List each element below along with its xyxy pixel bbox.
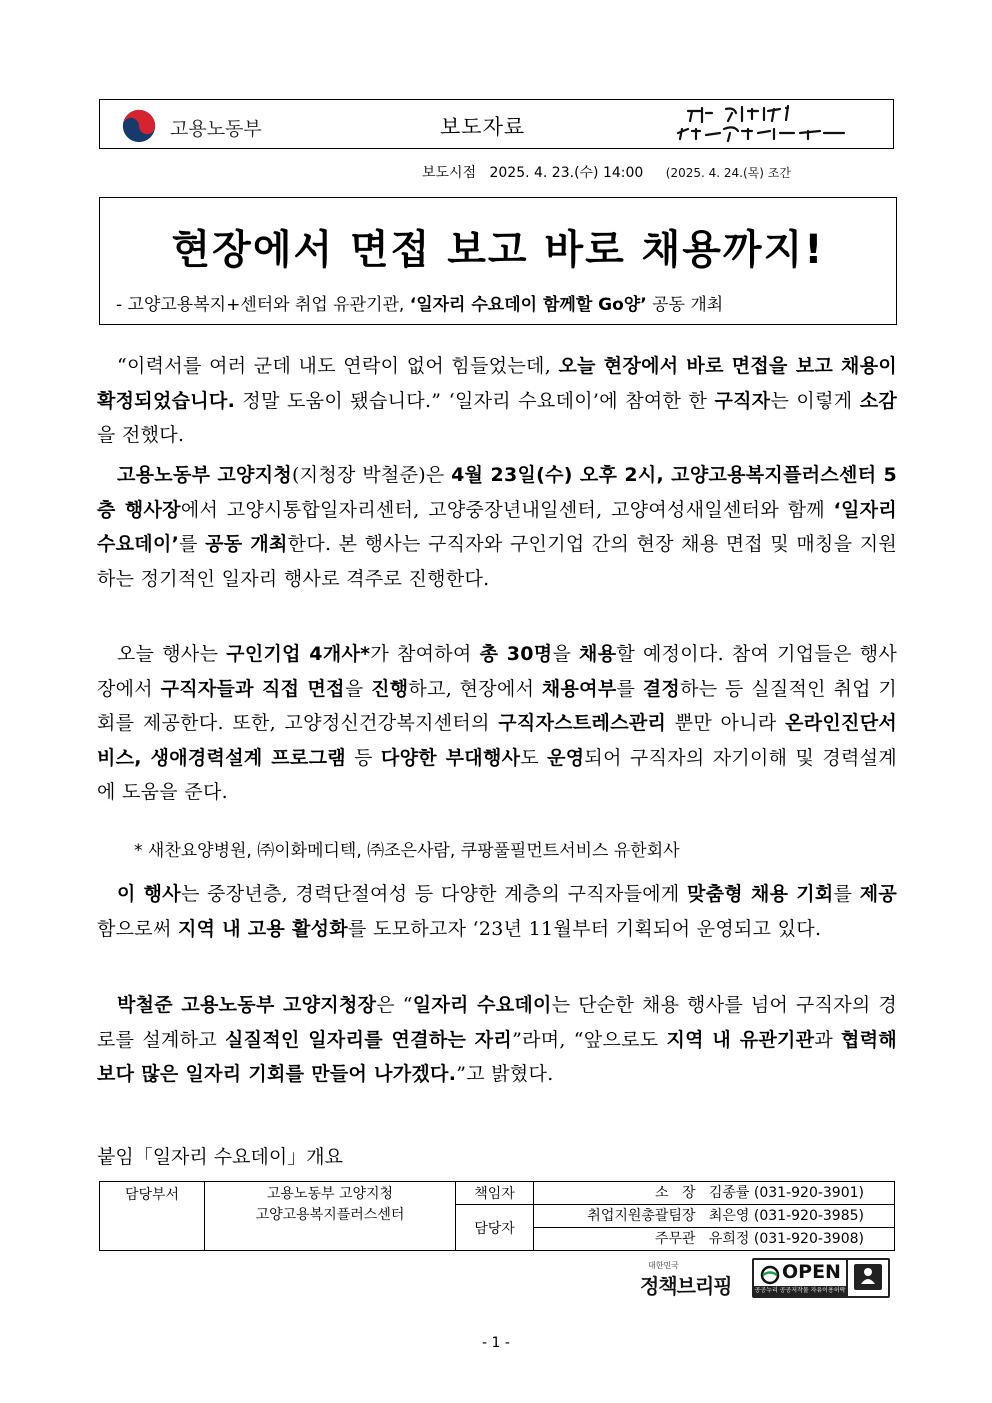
emphasized-text: 실질적인 일자리를 연결하는 자리 bbox=[225, 1028, 513, 1051]
dept-name bbox=[205, 1182, 456, 1251]
table-row bbox=[100, 1182, 895, 1205]
text-segment: ”라며, “앞으로도 bbox=[512, 1028, 667, 1051]
emphasized-text: 오늘 현장에서 바로 면접을 보고 채용이 확정되었습니다. bbox=[97, 355, 897, 412]
emphasized-text: 채용여부 bbox=[541, 677, 617, 700]
open-label: OPEN bbox=[782, 1261, 841, 1283]
text-segment: 과 bbox=[814, 1028, 842, 1051]
dept-line1: 고용노동부 고양지청 bbox=[266, 1186, 394, 1202]
emphasized-text: 온라인진단서비스, 생애경력설계 프로그램 bbox=[97, 712, 898, 769]
contact-name: 최은영 bbox=[708, 1208, 750, 1224]
ministry-name: 고용노동부 bbox=[170, 118, 262, 140]
handwritten-slogan-icon bbox=[668, 103, 858, 145]
paragraph-director-quote bbox=[97, 988, 897, 1092]
title-box bbox=[99, 197, 897, 325]
text-segment: 정말 도움이 됐습니다.” ‘일자리 수요데이’에 참여한 한 bbox=[235, 389, 715, 412]
contact-title: 소 장 bbox=[655, 1185, 696, 1201]
open-circle-icon bbox=[760, 1265, 780, 1285]
contacts-table bbox=[99, 1181, 895, 1251]
contact-phone: (031-920-3985) bbox=[753, 1208, 864, 1224]
dept-line2: 고양고용복지플러스센터 bbox=[255, 1207, 405, 1223]
emphasized-text: 진행 bbox=[371, 677, 409, 700]
footnote-companies: * 새찬요양병원, ㈜이화메디텍, ㈜조은사람, 쿠팡풀필먼트서비스 유한회사 bbox=[134, 841, 680, 861]
text-segment: 할 예정이다. 참여 기업들은 행사장에서 bbox=[97, 643, 897, 700]
staff-label: 담당자 bbox=[456, 1205, 534, 1251]
ministry-taegeuk-logo-icon bbox=[120, 107, 158, 145]
release-time bbox=[422, 162, 791, 182]
text-segment: 되어 구직자의 자기이해 및 경력설계에 도움을 준다. bbox=[97, 746, 897, 803]
emphasized-text: 제공 bbox=[859, 883, 897, 905]
briefing-country: 대한민국 bbox=[648, 1261, 679, 1270]
text-segment: 을 bbox=[552, 643, 580, 665]
contact-title: 취업지원총괄팀장 bbox=[587, 1208, 696, 1224]
emphasized-text: 다양한 부대행사 bbox=[380, 746, 521, 769]
text-segment: (지청장 박철준)은 bbox=[292, 464, 452, 486]
emphasized-text: 총 30명 bbox=[479, 643, 553, 665]
emphasized-text: 구직자들과 직접 면접 bbox=[160, 677, 345, 700]
paragraph-purpose bbox=[97, 877, 897, 946]
emphasized-text: 지역 내 고용 활성화 bbox=[177, 917, 348, 940]
text-segment: 를 bbox=[616, 677, 643, 700]
release-datetime: 2025. 4. 23.(수) 14:00 bbox=[489, 165, 644, 181]
text-segment: 도 bbox=[520, 746, 548, 769]
embargo-note: (2025. 4. 24.(목) 조간 bbox=[665, 166, 791, 180]
text-segment: 하고, 현장에서 bbox=[408, 677, 542, 700]
contact-phone: (031-920-3901) bbox=[753, 1185, 864, 1201]
page-number: - 1 - bbox=[482, 1335, 510, 1351]
press-release-header bbox=[99, 99, 894, 149]
emphasized-text: 협력해 보다 많은 일자리 기회를 만들어 나가겠다. bbox=[97, 1028, 898, 1085]
text-segment: 하는 등 실질적인 취업 기회를 제공한다. 또한, 고양정신건강복지센터의 bbox=[97, 677, 898, 734]
emphasized-text: 이 행사 bbox=[117, 883, 181, 905]
paragraph-event-details bbox=[97, 637, 897, 810]
subheadline-suffix: 공동 개최 bbox=[646, 295, 724, 315]
release-label: 보도시점 bbox=[422, 165, 477, 181]
text-segment: 함으로써 bbox=[97, 917, 178, 940]
contact-name: 유희정 bbox=[708, 1231, 750, 1247]
text-segment: 를 bbox=[833, 883, 860, 905]
emphasized-text: 구직자스트레스관리 bbox=[498, 712, 667, 734]
open-subtitle: 공공누리 공공저작물 자유이용허락 bbox=[754, 1287, 846, 1294]
text-segment: ”고 밝혔다. bbox=[456, 1063, 554, 1085]
emphasized-text: 맞춤형 채용 기회 bbox=[687, 883, 834, 905]
emphasized-text: 고용노동부 고양지청 bbox=[117, 464, 293, 486]
attachment-note: 붙임「일자리 수요데이」개요 bbox=[97, 1146, 343, 1168]
emphasized-text: ‘일자리 수요데이’ bbox=[97, 498, 897, 555]
text-segment: “이력서를 여러 군데 내도 연락이 없어 힘들었는데, bbox=[117, 355, 559, 377]
text-segment: 에서 고양시통합일자리센터, 고양중장년내일센터, 고양여성새일센터와 함께 bbox=[180, 498, 834, 521]
emphasized-text: 4월 23일(수) 오후 2시, 고양고용복지플러스센터 5층 행사장 bbox=[97, 464, 898, 521]
text-segment: 가 참여하여 bbox=[370, 643, 480, 665]
contact-person bbox=[534, 1205, 895, 1228]
contact-title: 주무관 bbox=[654, 1231, 696, 1247]
text-segment: 은 “ bbox=[376, 994, 413, 1016]
text-segment: 를 도모하고자 ‘23년 11월부터 기획되어 운영되고 있다. bbox=[347, 917, 822, 940]
text-segment: 를 bbox=[179, 533, 206, 555]
emphasized-text: 채용 bbox=[579, 643, 617, 665]
attribution-person-icon bbox=[854, 1264, 882, 1290]
emphasized-text: 일자리 수요데이 bbox=[412, 994, 552, 1016]
emphasized-text: 결정 bbox=[642, 677, 681, 700]
subheadline bbox=[116, 290, 723, 315]
text-segment: 등 bbox=[345, 746, 381, 769]
paragraph-event-overview bbox=[97, 458, 897, 596]
document-type: 보도자료 bbox=[440, 115, 526, 139]
text-segment: 뿐만 아니라 bbox=[666, 712, 786, 734]
briefing-title: 정책브리핑 bbox=[640, 1274, 732, 1298]
text-segment: 는 단순한 채용 행사를 넘어 구직자의 경로를 설계하고 bbox=[97, 994, 897, 1051]
paragraph-quote bbox=[97, 349, 897, 453]
footer-logos bbox=[640, 1258, 890, 1300]
subheadline-prefix: - 고양고용복지+센터와 취업 유관기관, bbox=[116, 295, 410, 315]
contact-person bbox=[534, 1228, 895, 1251]
emphasized-text: 소감 bbox=[859, 389, 898, 412]
emphasized-text: 운영 bbox=[547, 746, 585, 769]
contact-person bbox=[534, 1182, 895, 1205]
emphasized-text: 구직자 bbox=[714, 389, 771, 412]
text-segment: 을 전했다. bbox=[97, 424, 185, 446]
responsible-label: 책임자 bbox=[456, 1182, 534, 1205]
emphasized-text: 지역 내 유관기관 bbox=[666, 1028, 815, 1051]
text-segment: 는 이렇게 bbox=[770, 389, 860, 412]
contact-name: 김종률 bbox=[708, 1185, 750, 1201]
dept-label: 담당부서 bbox=[100, 1182, 205, 1251]
emphasized-text: 박철준 고용노동부 고양지청장 bbox=[117, 994, 377, 1016]
headline: 현장에서 면접 보고 바로 채용까지! bbox=[171, 227, 825, 273]
subheadline-event-name: ‘일자리 수요데이 함께할 Go양’ bbox=[409, 295, 647, 315]
contact-phone: (031-920-3908) bbox=[753, 1231, 864, 1247]
emphasized-text: 구인기업 4개사* bbox=[226, 643, 371, 665]
text-segment: 을 bbox=[344, 677, 372, 700]
policy-briefing-logo bbox=[640, 1258, 745, 1300]
emphasized-text: 공동 개최 bbox=[205, 533, 288, 555]
badge-divider bbox=[846, 1260, 848, 1296]
text-segment: 오늘 행사는 bbox=[117, 643, 227, 665]
text-segment: 한다. 본 행사는 구직자와 구인기업 간의 현장 채용 면접 및 매칭을 지원하는 정기적인 일자리 행사로 격주로 진행한다. bbox=[97, 533, 898, 590]
kogl-open-badge bbox=[752, 1258, 890, 1298]
text-segment: 는 중장년층, 경력단절여성 등 다양한 계층의 구직자들에게 bbox=[180, 883, 687, 905]
